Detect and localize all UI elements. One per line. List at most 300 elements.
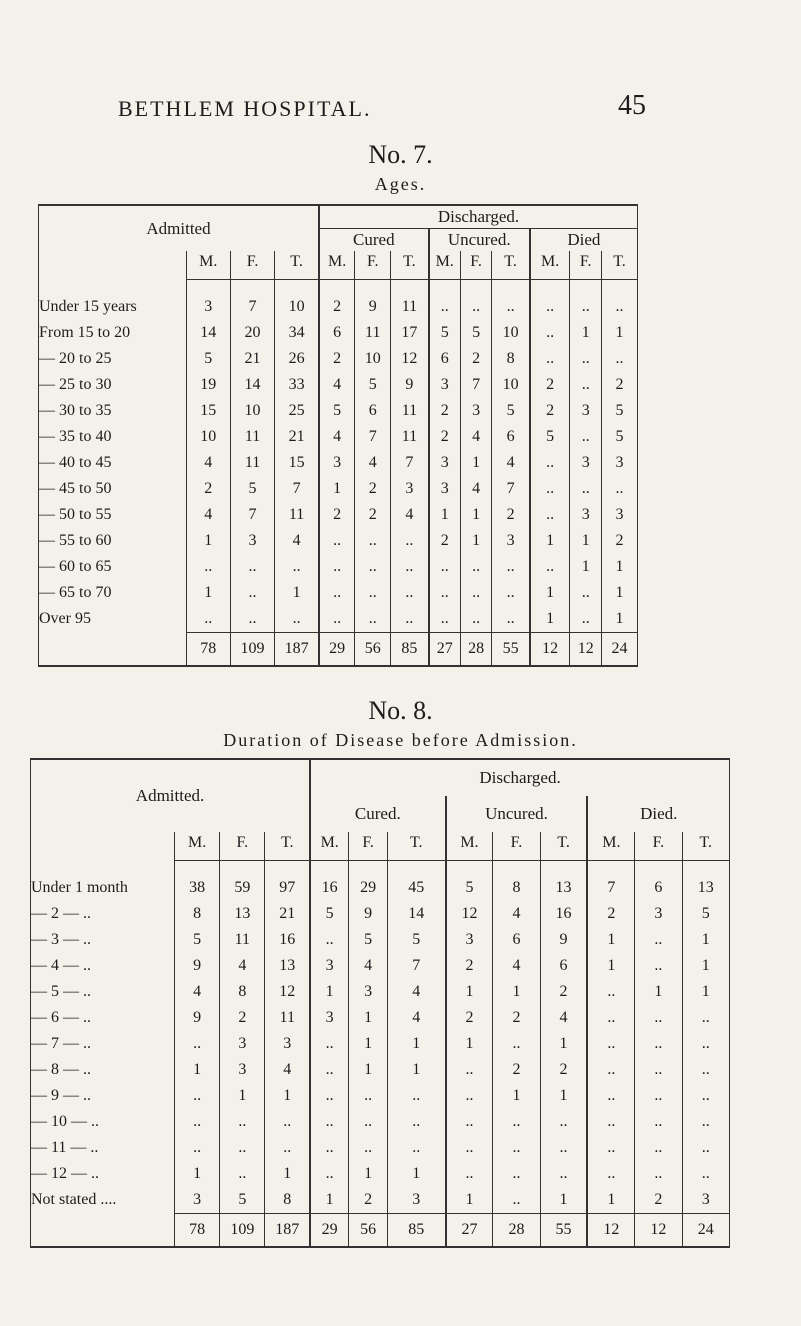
table8-title: Duration of Disease before Admission. (223, 730, 578, 750)
table-cell: 9 (540, 927, 587, 953)
table-cell: .. (460, 554, 492, 580)
subcolumn-header: T. (540, 832, 587, 854)
spacer-cell (265, 861, 310, 876)
spacer-cell (355, 280, 391, 295)
table-cell: 14 (387, 901, 445, 927)
row-label: — 50 to 55 (39, 506, 112, 523)
table-cell: 3 (570, 398, 602, 424)
table-cell: .. (635, 1031, 682, 1057)
table-row (39, 398, 638, 424)
table-cell: .. (530, 476, 570, 502)
table-cell: 1 (175, 1057, 220, 1083)
table-cell: 33 (275, 372, 319, 398)
table-cell: 11 (265, 1005, 310, 1031)
table-cell: .. (635, 927, 682, 953)
admitted-header: Admitted (146, 218, 211, 238)
table-cell: .. (186, 606, 230, 632)
subcolumn-header: M. (175, 832, 220, 854)
table-cell: 13 (265, 953, 310, 979)
table-cell: 45 (387, 875, 445, 901)
table-cell: 6 (355, 398, 391, 424)
table-cell: 1 (540, 1083, 587, 1109)
table-cell: 3 (682, 1187, 729, 1213)
total-cell: 109 (230, 632, 274, 666)
table-row (31, 953, 730, 979)
discharged-header: Discharged. (310, 759, 729, 796)
table-cell: .. (319, 606, 355, 632)
table-cell: .. (570, 476, 602, 502)
table-cell: 5 (530, 424, 570, 450)
total-cell: 56 (355, 632, 391, 666)
table-cell: .. (349, 1109, 388, 1135)
table-cell: 10 (492, 320, 530, 346)
total-cell: 56 (349, 1213, 388, 1247)
spacer-cell (175, 861, 220, 876)
table-cell: 2 (540, 1057, 587, 1083)
row-label: — 8 — .. (31, 1061, 91, 1078)
table-cell: 1 (387, 1057, 445, 1083)
table-cell: .. (387, 1109, 445, 1135)
table-cell: .. (230, 580, 274, 606)
table-cell: .. (220, 1109, 265, 1135)
table-cell: 4 (265, 1057, 310, 1083)
table-cell: 1 (349, 1161, 388, 1187)
table-cell: 5 (492, 398, 530, 424)
subcolumn-header: T. (602, 251, 638, 273)
subcolumn-header: F. (355, 251, 391, 273)
row-label: — 12 — .. (31, 1165, 99, 1182)
table-cell: 2 (530, 398, 570, 424)
table-cell: .. (530, 450, 570, 476)
table-cell: 3 (391, 476, 429, 502)
table-cell: 1 (319, 476, 355, 502)
table-cell: .. (682, 1005, 729, 1031)
table-cell: 1 (310, 979, 349, 1005)
table-cell: .. (429, 606, 461, 632)
table-cell: 6 (540, 953, 587, 979)
table-cell: 2 (186, 476, 230, 502)
table-row (39, 528, 638, 554)
table-cell: 4 (349, 953, 388, 979)
table-cell: .. (310, 1109, 349, 1135)
table-cell: 2 (429, 528, 461, 554)
table-cell: 3 (387, 1187, 445, 1213)
table-row (39, 554, 638, 580)
page-number: 45 (618, 90, 646, 121)
table-cell: 3 (220, 1057, 265, 1083)
table-cell: 1 (429, 502, 461, 528)
table-cell: 5 (446, 875, 493, 901)
table-cell: 6 (429, 346, 461, 372)
row-label: From 15 to 20 (39, 324, 131, 341)
subcolumn-header: M. (319, 251, 355, 273)
table-cell: 5 (460, 320, 492, 346)
table-cell: 3 (570, 450, 602, 476)
spacer-cell (587, 861, 634, 876)
table-cell: 3 (492, 528, 530, 554)
table-cell: 7 (391, 450, 429, 476)
table-cell: 11 (230, 424, 274, 450)
spacer-cell (446, 861, 493, 876)
table-cell: .. (682, 1083, 729, 1109)
spacer-cell (602, 280, 638, 295)
table-cell: 11 (391, 424, 429, 450)
table-cell: .. (391, 606, 429, 632)
table-cell: .. (319, 528, 355, 554)
table-row (39, 346, 638, 372)
table-cell: .. (682, 1135, 729, 1161)
table-cell: 5 (220, 1187, 265, 1213)
table-cell: 1 (387, 1031, 445, 1057)
table-cell: 2 (220, 1005, 265, 1031)
table-cell: 9 (391, 372, 429, 398)
table-cell: 5 (319, 398, 355, 424)
table-cell: .. (682, 1109, 729, 1135)
table-cell: 14 (186, 320, 230, 346)
row-label: Under 15 years (39, 298, 137, 315)
table-cell: 1 (530, 606, 570, 632)
table-cell: 3 (460, 398, 492, 424)
subcolumn-header: T. (275, 251, 319, 273)
table-cell: 3 (602, 450, 638, 476)
table-cell: 1 (460, 502, 492, 528)
table-cell: 7 (230, 294, 274, 320)
table-cell: 2 (492, 502, 530, 528)
spacer-cell (220, 861, 265, 876)
table-cell: 2 (540, 979, 587, 1005)
spacer-cell (635, 861, 682, 876)
row-label: Not stated .... (31, 1191, 117, 1208)
table-cell: .. (635, 1109, 682, 1135)
table-cell: 3 (446, 927, 493, 953)
table-cell: .. (355, 528, 391, 554)
table-row (31, 1083, 730, 1109)
discharged-header: Discharged. (319, 205, 638, 229)
subcolumn-header-row (31, 832, 730, 854)
table-cell: .. (265, 1109, 310, 1135)
table-cell: 2 (446, 953, 493, 979)
table-cell: 1 (602, 320, 638, 346)
table-cell: 1 (220, 1083, 265, 1109)
table-cell: 11 (275, 502, 319, 528)
table-cell: 10 (186, 424, 230, 450)
table-row (39, 606, 638, 632)
subcolumn-header: T. (387, 832, 445, 854)
table-cell: .. (460, 294, 492, 320)
table7-title: Ages. (374, 174, 427, 194)
subcolumn-header: F. (349, 832, 388, 854)
table-cell: 10 (492, 372, 530, 398)
table-cell: .. (493, 1135, 540, 1161)
row-label: — 6 — .. (31, 1009, 91, 1026)
table-cell: .. (530, 554, 570, 580)
table-cell: 5 (429, 320, 461, 346)
table-row (39, 320, 638, 346)
table-cell: .. (175, 1083, 220, 1109)
table-cell: 1 (635, 979, 682, 1005)
table-cell: .. (446, 1057, 493, 1083)
table-cell: 8 (493, 875, 540, 901)
total-cell: 12 (570, 632, 602, 666)
table-cell: 5 (602, 424, 638, 450)
table-cell: 1 (387, 1161, 445, 1187)
table-cell: 1 (265, 1083, 310, 1109)
total-cell: 24 (682, 1213, 729, 1247)
total-cell: 28 (460, 632, 492, 666)
table-cell: 1 (446, 1031, 493, 1057)
table-cell: 4 (355, 450, 391, 476)
table-cell: 2 (355, 476, 391, 502)
table-cell: .. (220, 1135, 265, 1161)
table-cell: 4 (186, 450, 230, 476)
table-cell: 3 (230, 528, 274, 554)
table-cell: .. (587, 979, 634, 1005)
spacer-cell (570, 280, 602, 295)
row-label: Under 1 month (31, 879, 128, 896)
total-cell: 187 (275, 632, 319, 666)
row-label: — 35 to 40 (39, 428, 112, 445)
table-cell: 6 (635, 875, 682, 901)
spacer-cell (310, 861, 349, 876)
table-cell: 5 (682, 901, 729, 927)
spacer-cell (493, 861, 540, 876)
table-cell: .. (682, 1161, 729, 1187)
table-cell: 3 (635, 901, 682, 927)
spacer-cell (31, 861, 175, 876)
subcolumn-header: M. (446, 832, 493, 854)
table-cell: .. (391, 554, 429, 580)
table-cell: 8 (220, 979, 265, 1005)
table-cell: 4 (460, 424, 492, 450)
table-cell: 8 (492, 346, 530, 372)
row-label: — 9 — .. (31, 1087, 91, 1104)
table-cell: 11 (391, 294, 429, 320)
table-cell: .. (635, 1161, 682, 1187)
table-cell: 8 (265, 1187, 310, 1213)
table-cell: 1 (570, 554, 602, 580)
table-cell: 1 (682, 979, 729, 1005)
table-cell: 1 (682, 953, 729, 979)
table-row (39, 424, 638, 450)
total-cell: 85 (387, 1213, 445, 1247)
total-cell: 12 (587, 1213, 634, 1247)
row-label: — 30 to 35 (39, 402, 112, 419)
admitted-header: Admitted. (135, 786, 205, 805)
table-cell: 12 (391, 346, 429, 372)
total-cell: 12 (530, 632, 570, 666)
table-cell: .. (220, 1161, 265, 1187)
table-cell: .. (355, 580, 391, 606)
row-label: — 10 — .. (31, 1113, 99, 1130)
spacer-cell (429, 280, 461, 295)
table-cell: .. (492, 580, 530, 606)
table-cell: .. (635, 1057, 682, 1083)
duration-table (30, 758, 730, 1248)
table-cell: 11 (355, 320, 391, 346)
table-cell: 1 (186, 580, 230, 606)
cured-header: Cured (319, 229, 429, 252)
table-cell: .. (530, 320, 570, 346)
table-row (31, 1031, 730, 1057)
table-cell: 2 (602, 528, 638, 554)
table-cell: .. (460, 580, 492, 606)
table-cell: 16 (265, 927, 310, 953)
subcolumn-header: T. (492, 251, 530, 273)
table-cell: .. (587, 1031, 634, 1057)
table-cell: 2 (446, 1005, 493, 1031)
table-cell: 1 (349, 1031, 388, 1057)
table-row (31, 1005, 730, 1031)
row-label: — 7 — .. (31, 1035, 91, 1052)
table-cell: 1 (460, 528, 492, 554)
table-cell: .. (175, 1031, 220, 1057)
spacer-cell (319, 280, 355, 295)
table-cell: 2 (460, 346, 492, 372)
table-cell: 12 (265, 979, 310, 1005)
table-cell: 1 (460, 450, 492, 476)
table-cell: .. (275, 606, 319, 632)
table-cell: 3 (186, 294, 230, 320)
table-cell: 4 (460, 476, 492, 502)
subcolumn-header: M. (587, 832, 634, 854)
subcolumn-header: T. (391, 251, 429, 273)
table-cell: .. (355, 606, 391, 632)
table-cell: .. (230, 554, 274, 580)
table-cell: 1 (493, 1083, 540, 1109)
table-cell: 25 (275, 398, 319, 424)
table-cell: 2 (429, 398, 461, 424)
table-cell: 1 (349, 1057, 388, 1083)
table-cell: 5 (310, 901, 349, 927)
table-cell: 17 (391, 320, 429, 346)
table-cell: .. (493, 1187, 540, 1213)
table-cell: 2 (602, 372, 638, 398)
subcolumn-header: F. (220, 832, 265, 854)
table-row (31, 979, 730, 1005)
spacer-cell (387, 861, 445, 876)
table-cell: 5 (355, 372, 391, 398)
table-cell: .. (682, 1031, 729, 1057)
table-cell: 2 (319, 294, 355, 320)
totals-label (39, 632, 187, 666)
table-cell: 1 (186, 528, 230, 554)
table-cell: .. (319, 554, 355, 580)
row-label: — 3 — .. (31, 931, 91, 948)
table-cell: 1 (349, 1005, 388, 1031)
table-cell: 5 (602, 398, 638, 424)
table-cell: 1 (682, 927, 729, 953)
uncured-header: Uncured. (446, 796, 588, 832)
table-cell: 6 (319, 320, 355, 346)
table-cell: 11 (230, 450, 274, 476)
table-cell: 4 (387, 979, 445, 1005)
table-cell: 4 (186, 502, 230, 528)
total-cell: 78 (175, 1213, 220, 1247)
table-cell: .. (587, 1057, 634, 1083)
table-cell: 5 (387, 927, 445, 953)
total-cell: 78 (186, 632, 230, 666)
table-cell: .. (429, 554, 461, 580)
table-cell: 15 (186, 398, 230, 424)
table-cell: .. (175, 1135, 220, 1161)
spacer-cell (391, 280, 429, 295)
table-cell: 13 (220, 901, 265, 927)
table-cell: .. (540, 1135, 587, 1161)
table-cell: 3 (349, 979, 388, 1005)
spacer-cell (460, 280, 492, 295)
spacer-cell (682, 861, 729, 876)
table-row (31, 1109, 730, 1135)
table-cell: .. (602, 346, 638, 372)
spacer-row (39, 280, 638, 295)
total-cell: 12 (635, 1213, 682, 1247)
table-cell: .. (570, 580, 602, 606)
table-cell: 2 (587, 901, 634, 927)
running-title: BETHLEM HOSPITAL. (118, 96, 372, 121)
table-cell: .. (391, 580, 429, 606)
table-cell: .. (570, 372, 602, 398)
page-header (0, 90, 801, 128)
spacer-cell (39, 280, 187, 295)
totals-label (31, 1213, 175, 1247)
subcolumn-header: F. (460, 251, 492, 273)
table-cell: .. (429, 294, 461, 320)
subcolumn-header: F. (230, 251, 274, 273)
table-cell: 1 (175, 1161, 220, 1187)
table-cell: 1 (446, 979, 493, 1005)
table-cell: 10 (275, 294, 319, 320)
table-cell: 1 (570, 528, 602, 554)
table-cell: 2 (635, 1187, 682, 1213)
table8-number: No. 8. (368, 696, 433, 725)
table-cell: .. (587, 1109, 634, 1135)
table-cell: .. (446, 1135, 493, 1161)
table-cell: .. (635, 1005, 682, 1031)
table-cell: .. (349, 1135, 388, 1161)
table-cell: 3 (265, 1031, 310, 1057)
table-cell: .. (493, 1109, 540, 1135)
table-cell: .. (319, 580, 355, 606)
table-cell: .. (587, 1161, 634, 1187)
table-cell: 7 (460, 372, 492, 398)
subcolumn-header: M. (186, 251, 230, 273)
table-cell: 1 (587, 927, 634, 953)
table-cell: 13 (682, 875, 729, 901)
table-cell: .. (446, 1083, 493, 1109)
spacer-cell (186, 280, 230, 295)
table-cell: .. (540, 1161, 587, 1187)
table-cell: .. (635, 953, 682, 979)
cured-header: Cured. (310, 796, 445, 832)
table-cell: 3 (429, 450, 461, 476)
table-row (31, 1057, 730, 1083)
table-cell: .. (570, 606, 602, 632)
table-row (39, 476, 638, 502)
table-cell: 4 (387, 1005, 445, 1031)
subcolumn-header: M. (310, 832, 349, 854)
table-row (39, 372, 638, 398)
table-cell: 2 (319, 346, 355, 372)
table-row (31, 875, 730, 901)
subcolumn-header: F. (493, 832, 540, 854)
table-cell: .. (635, 1135, 682, 1161)
table-row (39, 580, 638, 606)
table-cell: 19 (186, 372, 230, 398)
table-cell: 15 (275, 450, 319, 476)
table-cell: 3 (429, 372, 461, 398)
table-cell: .. (530, 502, 570, 528)
table-cell: .. (310, 1083, 349, 1109)
